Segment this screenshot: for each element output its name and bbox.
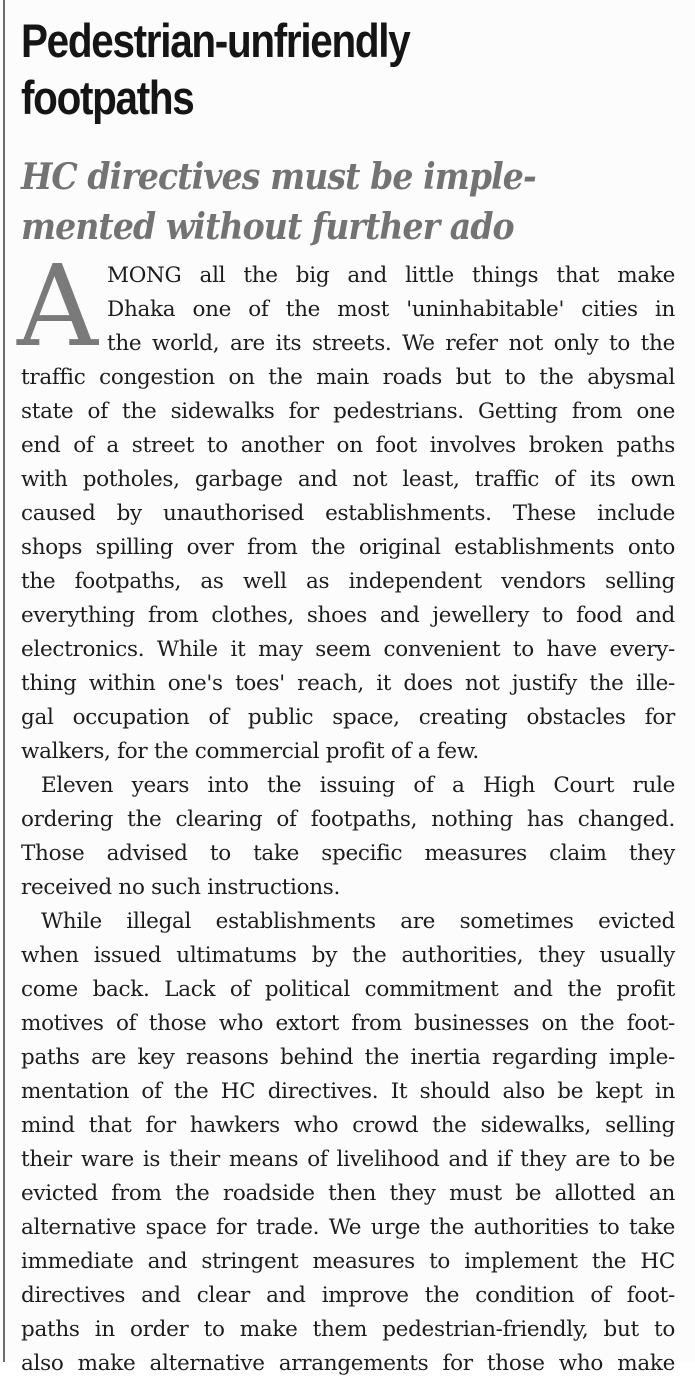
text-line: mind that for hawkers who crowd the sidewalks, selling [21, 1113, 675, 1138]
text-line: shops spilling over from the original establishments onto [21, 535, 675, 560]
text-line: directives and clear and improve the condition of foot- [21, 1283, 675, 1308]
text-line: everything from clothes, shoes and jewellery to food and [21, 603, 675, 628]
text-line: While illegal establishments are sometimes evicted [41, 909, 675, 934]
headline [21, 12, 589, 126]
text-line: the world, are its streets. We refer not only to the [107, 331, 675, 356]
text-line: paths in order to make them pedestrian-friendly, but to [21, 1317, 675, 1342]
text-line: gal occupation of public space, creating obstacles for [21, 705, 675, 730]
article-body [17, 242, 675, 1381]
text-line: also make alternative arrangements for those who make [21, 1351, 675, 1376]
text-line: Dhaka one of the most 'uninhabitable' cities in [107, 297, 675, 322]
subheadline-line: mented without further ado [21, 206, 514, 248]
text-line: received no such instructions. [21, 875, 341, 900]
text-line: thing within one's toes' reach, it does not justify the ille- [21, 671, 675, 696]
text-line: come back. Lack of political commitment and the profit [21, 977, 675, 1002]
subheadline-line: HC directives must be imple- [21, 156, 536, 198]
text-line: traffic congestion on the main roads but to the abysmal [21, 365, 675, 390]
text-line: MONG all the big and little things that make [107, 263, 675, 288]
text-line: immediate and stringent measures to implement the HC [21, 1249, 675, 1274]
text-line: evicted from the roadside then they must be allotted an [21, 1181, 675, 1206]
text-line: walkers, for the commercial profit of a few. [21, 739, 479, 764]
text-line: state of the sidewalks for pedestrians. Getting from one [21, 399, 675, 424]
headline-line: Pedestrian-unfriendly [21, 14, 410, 67]
text-line: Those advised to take specific measures claim they [21, 841, 675, 866]
column-rule [3, 0, 5, 1362]
text-line: alternative space for trade. We urge the authorities to take [21, 1215, 675, 1240]
text-line: end of a street to another on foot involves broken paths [21, 433, 675, 458]
text-line: ordering the clearing of footpaths, nothing has changed. [21, 807, 675, 832]
text-line: motives of those who extort from businesses on the foot- [21, 1011, 675, 1036]
drop-cap: A [17, 242, 98, 372]
text-line: with potholes, garbage and not least, traffic of its own [21, 467, 675, 492]
text-line: the footpaths, as well as independent vendors selling [21, 569, 675, 594]
subheadline [21, 152, 628, 252]
text-line: electronics. While it may seem convenient to have every- [21, 637, 675, 662]
text-line: their ware is their means of livelihood and if they are to be [21, 1147, 675, 1172]
paragraph [21, 905, 675, 1381]
text-line: paths are key reasons behind the inertia regarding imple- [21, 1045, 675, 1070]
paragraph [21, 769, 675, 905]
text-line: mentation of the HC directives. It should also be kept in [21, 1079, 675, 1104]
text-line: caused by unauthorised establishments. These include [21, 501, 675, 526]
text-line: when issued ultimatums by the authorities, they usually [21, 943, 675, 968]
paragraph [21, 259, 675, 769]
text-line: Eleven years into the issuing of a High Court rule [41, 773, 675, 798]
headline-line: footpaths [21, 71, 194, 124]
